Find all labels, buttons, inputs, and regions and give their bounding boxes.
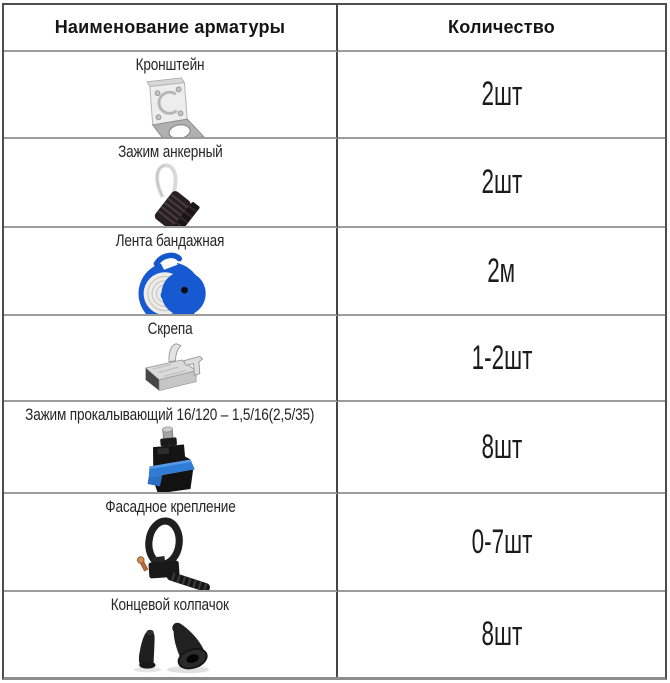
fittings-table	[2, 3, 667, 680]
anchor-clamp-icon	[114, 162, 226, 228]
item-name: Кронштейн	[135, 55, 205, 74]
table-row-bracket-name-cell	[4, 52, 338, 139]
anchor-clamp-photo	[114, 162, 226, 228]
column-header-quantity	[338, 5, 665, 52]
item-quantity: 2шт	[481, 75, 522, 113]
table-row-anchor-clamp-name-cell	[4, 139, 338, 228]
column-header-quantity-label: Количество	[448, 17, 555, 37]
item-quantity: 1-2шт	[471, 338, 532, 377]
table-row-end-cap-qty-cell	[338, 592, 665, 677]
item-name: Фасадное крепление	[104, 497, 236, 516]
piercing-clamp-icon	[137, 425, 203, 494]
piercing-clamp-photo	[137, 425, 203, 494]
table-row-banding-tape-qty-cell	[338, 228, 665, 316]
strap-buckle-icon	[127, 341, 213, 397]
table-row-facade-mount-qty-cell	[338, 494, 665, 592]
table-row-anchor-clamp-qty-cell	[338, 139, 665, 228]
item-name: Зажим прокалывающий 16/120 – 1,5/16(2,5/35)	[25, 405, 315, 424]
angle-bracket-photo	[126, 75, 214, 139]
item-quantity: 2шт	[481, 163, 522, 201]
end-caps-icon	[117, 617, 223, 675]
column-header-name	[4, 5, 338, 52]
angle-bracket-icon	[126, 75, 214, 139]
table-row-end-cap-name-cell	[4, 592, 338, 677]
item-quantity: 2м	[487, 251, 516, 290]
strap-buckle-photo	[127, 339, 213, 400]
banding-tape-photo	[131, 251, 209, 316]
item-quantity: 8шт	[481, 615, 522, 653]
item-name: Скрепа	[147, 319, 193, 338]
table-row-bracket-qty-cell	[338, 52, 665, 139]
item-quantity: 8шт	[481, 427, 522, 466]
table-row-piercing-clamp-name-cell	[4, 402, 338, 494]
column-header-name-label: Наименование арматуры	[54, 17, 286, 37]
end-caps-photo	[117, 615, 223, 677]
item-name: Лента бандажная	[115, 231, 225, 250]
table-row-banding-tape-name-cell	[4, 228, 338, 316]
facade-mount-icon	[110, 517, 230, 592]
table-row-buckle-name-cell	[4, 316, 338, 402]
banding-tape-icon	[131, 251, 209, 316]
table-row-piercing-clamp-qty-cell	[338, 402, 665, 494]
item-name: Концевой колпачок	[110, 595, 230, 614]
table-row-facade-mount-name-cell	[4, 494, 338, 592]
facade-mount-photo	[110, 517, 230, 592]
item-name: Зажим анкерный	[117, 142, 223, 161]
table-row-buckle-qty-cell	[338, 316, 665, 402]
item-quantity: 0-7шт	[471, 522, 532, 561]
